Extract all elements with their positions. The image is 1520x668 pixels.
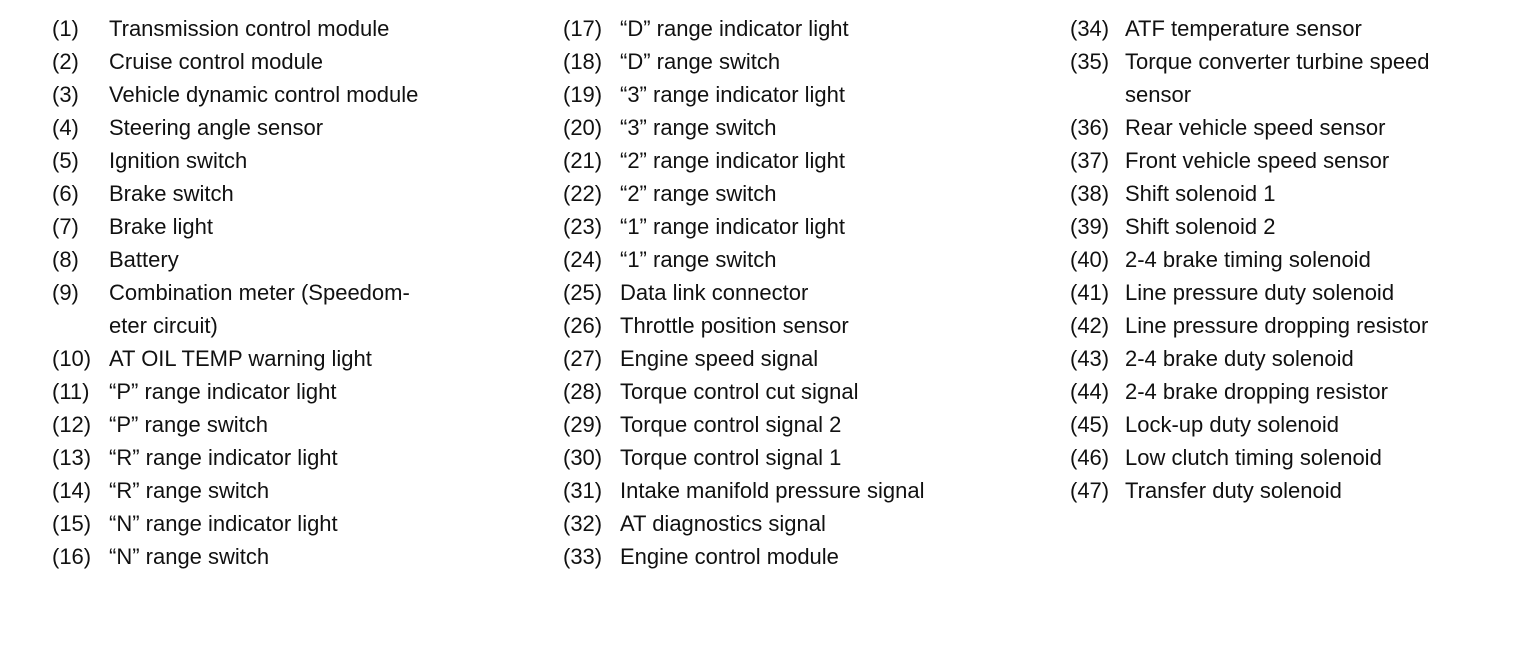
legend-item-label: “2” range switch (620, 181, 777, 206)
legend-item (563, 474, 925, 507)
legend-column-1 (52, 12, 418, 573)
legend-item-number: (38) (1070, 181, 1110, 206)
legend-item-label: Low clutch timing solenoid (1125, 445, 1382, 470)
legend-item-number: (34) (1070, 16, 1110, 41)
legend-item-number: (10) (52, 346, 92, 371)
legend-item-number: (6) (52, 181, 79, 206)
legend-item-label: Brake light (109, 214, 213, 239)
legend-item-label: “2” range indicator light (620, 148, 846, 173)
legend-item-number: (12) (52, 412, 92, 437)
legend-item (52, 540, 418, 573)
legend-item-number: (23) (563, 214, 603, 239)
legend-item-label: Cruise control module (109, 49, 323, 74)
legend-item-label: AT OIL TEMP warning light (109, 346, 372, 371)
legend-item (1070, 474, 1430, 507)
legend-item-number: (28) (563, 379, 603, 404)
legend-item-number: (2) (52, 49, 79, 74)
legend-item-label: “P” range switch (109, 412, 268, 437)
legend-item (1070, 45, 1430, 111)
legend-item-label: Intake manifold pressure signal (620, 478, 925, 503)
legend-item (52, 342, 418, 375)
legend-item (1070, 111, 1430, 144)
legend-item-number: (15) (52, 511, 92, 536)
legend-item-label: “P” range indicator light (109, 379, 337, 404)
legend-item (52, 507, 418, 540)
legend-item-number: (33) (563, 544, 603, 569)
legend-item (563, 342, 925, 375)
legend-item-number: (31) (563, 478, 603, 503)
legend-item-number: (29) (563, 412, 603, 437)
legend-item-label: Ignition switch (109, 148, 248, 173)
legend-item-number: (44) (1070, 379, 1110, 404)
legend-item (1070, 408, 1430, 441)
legend-item-label: “N” range switch (109, 544, 270, 569)
legend-item-label: Vehicle dynamic control module (109, 82, 419, 107)
legend-item-number: (27) (563, 346, 603, 371)
legend-item-number: (20) (563, 115, 603, 140)
legend-column-2 (563, 12, 925, 573)
legend-item (563, 45, 925, 78)
legend-item-number: (4) (52, 115, 79, 140)
legend-item-label: 2-4 brake duty solenoid (1125, 346, 1354, 371)
legend-item-number: (25) (563, 280, 603, 305)
legend-item-number: (32) (563, 511, 603, 536)
legend-item-number: (46) (1070, 445, 1110, 470)
legend-item-number: (30) (563, 445, 603, 470)
legend-item (1070, 243, 1430, 276)
legend-item (563, 540, 925, 573)
legend-item (563, 144, 925, 177)
legend-item (52, 408, 418, 441)
legend-item (563, 441, 925, 474)
legend-item-label: Engine speed signal (620, 346, 819, 371)
legend-item-number: (21) (563, 148, 603, 173)
legend-item-number: (19) (563, 82, 603, 107)
legend-item-number: (9) (52, 280, 79, 305)
legend-item-label: AT diagnostics signal (620, 511, 826, 536)
legend-item (1070, 144, 1430, 177)
legend-item (52, 111, 418, 144)
legend-item-number: (5) (52, 148, 79, 173)
legend-item (1070, 12, 1430, 45)
legend-item-label: Line pressure dropping resistor (1125, 313, 1429, 338)
legend-column-3 (1070, 12, 1430, 507)
component-legend (0, 12, 1520, 612)
legend-item-label: “R” range indicator light (109, 445, 338, 470)
legend-item (563, 309, 925, 342)
legend-item-number: (22) (563, 181, 603, 206)
legend-item-label: Line pressure duty solenoid (1125, 280, 1395, 305)
legend-item (563, 210, 925, 243)
legend-item-number: (35) (1070, 49, 1110, 74)
legend-item (52, 177, 418, 210)
legend-item-number: (41) (1070, 280, 1110, 305)
legend-item (1070, 342, 1430, 375)
legend-item-label: Shift solenoid 2 (1125, 214, 1276, 239)
legend-item (563, 111, 925, 144)
legend-item-label: Combination meter (Speedom- eter circuit) (109, 280, 410, 338)
legend-item (563, 408, 925, 441)
legend-item (52, 276, 418, 342)
legend-item-label: “1” range indicator light (620, 214, 846, 239)
legend-item-number: (47) (1070, 478, 1110, 503)
legend-item (1070, 309, 1430, 342)
legend-item-label: Engine control module (620, 544, 839, 569)
legend-item-label: ATF temperature sensor (1125, 16, 1362, 41)
legend-item (1070, 375, 1430, 408)
legend-item-number: (37) (1070, 148, 1110, 173)
legend-item-label: Torque control signal 2 (620, 412, 842, 437)
legend-item-number: (26) (563, 313, 603, 338)
legend-item (1070, 177, 1430, 210)
legend-item-label: Torque control cut signal (620, 379, 859, 404)
legend-item-number: (3) (52, 82, 79, 107)
legend-item-number: (24) (563, 247, 603, 272)
legend-item (52, 210, 418, 243)
legend-item (563, 243, 925, 276)
legend-item (52, 375, 418, 408)
legend-item-label: Brake switch (109, 181, 234, 206)
legend-item (563, 78, 925, 111)
legend-item (52, 474, 418, 507)
legend-item (52, 144, 418, 177)
legend-item-label: Steering angle sensor (109, 115, 324, 140)
legend-item-label: “R” range switch (109, 478, 270, 503)
legend-item-number: (40) (1070, 247, 1110, 272)
legend-item-label: Rear vehicle speed sensor (1125, 115, 1386, 140)
legend-item-number: (14) (52, 478, 92, 503)
legend-item-label: “D” range switch (620, 49, 781, 74)
legend-item (52, 441, 418, 474)
legend-item-number: (39) (1070, 214, 1110, 239)
legend-item-label: “D” range indicator light (620, 16, 849, 41)
legend-item-number: (1) (52, 16, 79, 41)
legend-item-label: Transmission control module (109, 16, 390, 41)
legend-item-number: (42) (1070, 313, 1110, 338)
legend-item (563, 276, 925, 309)
legend-item-label: Shift solenoid 1 (1125, 181, 1276, 206)
legend-item-label: Lock-up duty solenoid (1125, 412, 1340, 437)
legend-item-label: “1” range switch (620, 247, 777, 272)
legend-item-label: Data link connector (620, 280, 809, 305)
legend-item (52, 45, 418, 78)
legend-item-label: “N” range indicator light (109, 511, 338, 536)
legend-item-label: Front vehicle speed sensor (1125, 148, 1390, 173)
legend-item-label: Transfer duty solenoid (1125, 478, 1342, 503)
legend-item-label: Torque converter turbine speed sensor (1125, 49, 1430, 107)
legend-item-number: (7) (52, 214, 79, 239)
legend-item (52, 78, 418, 111)
legend-item-number: (45) (1070, 412, 1110, 437)
legend-item-number: (17) (563, 16, 603, 41)
legend-item-number: (18) (563, 49, 603, 74)
legend-item (563, 12, 925, 45)
legend-item (52, 12, 418, 45)
legend-item (52, 243, 418, 276)
legend-item-label: Torque control signal 1 (620, 445, 842, 470)
legend-item (563, 507, 925, 540)
legend-item-number: (11) (52, 379, 90, 404)
legend-item-label: 2-4 brake dropping resistor (1125, 379, 1388, 404)
legend-item-number: (8) (52, 247, 79, 272)
legend-item-label: Battery (109, 247, 179, 272)
legend-item-label: Throttle position sensor (620, 313, 849, 338)
legend-item-label: 2-4 brake timing solenoid (1125, 247, 1371, 272)
legend-item-number: (13) (52, 445, 92, 470)
legend-item (1070, 441, 1430, 474)
legend-item (1070, 210, 1430, 243)
legend-item-number: (43) (1070, 346, 1110, 371)
legend-item-label: “3” range switch (620, 115, 777, 140)
legend-item-label: “3” range indicator light (620, 82, 846, 107)
legend-item (1070, 276, 1430, 309)
legend-item-number: (36) (1070, 115, 1110, 140)
legend-item-number: (16) (52, 544, 92, 569)
legend-item (563, 177, 925, 210)
legend-item (563, 375, 925, 408)
